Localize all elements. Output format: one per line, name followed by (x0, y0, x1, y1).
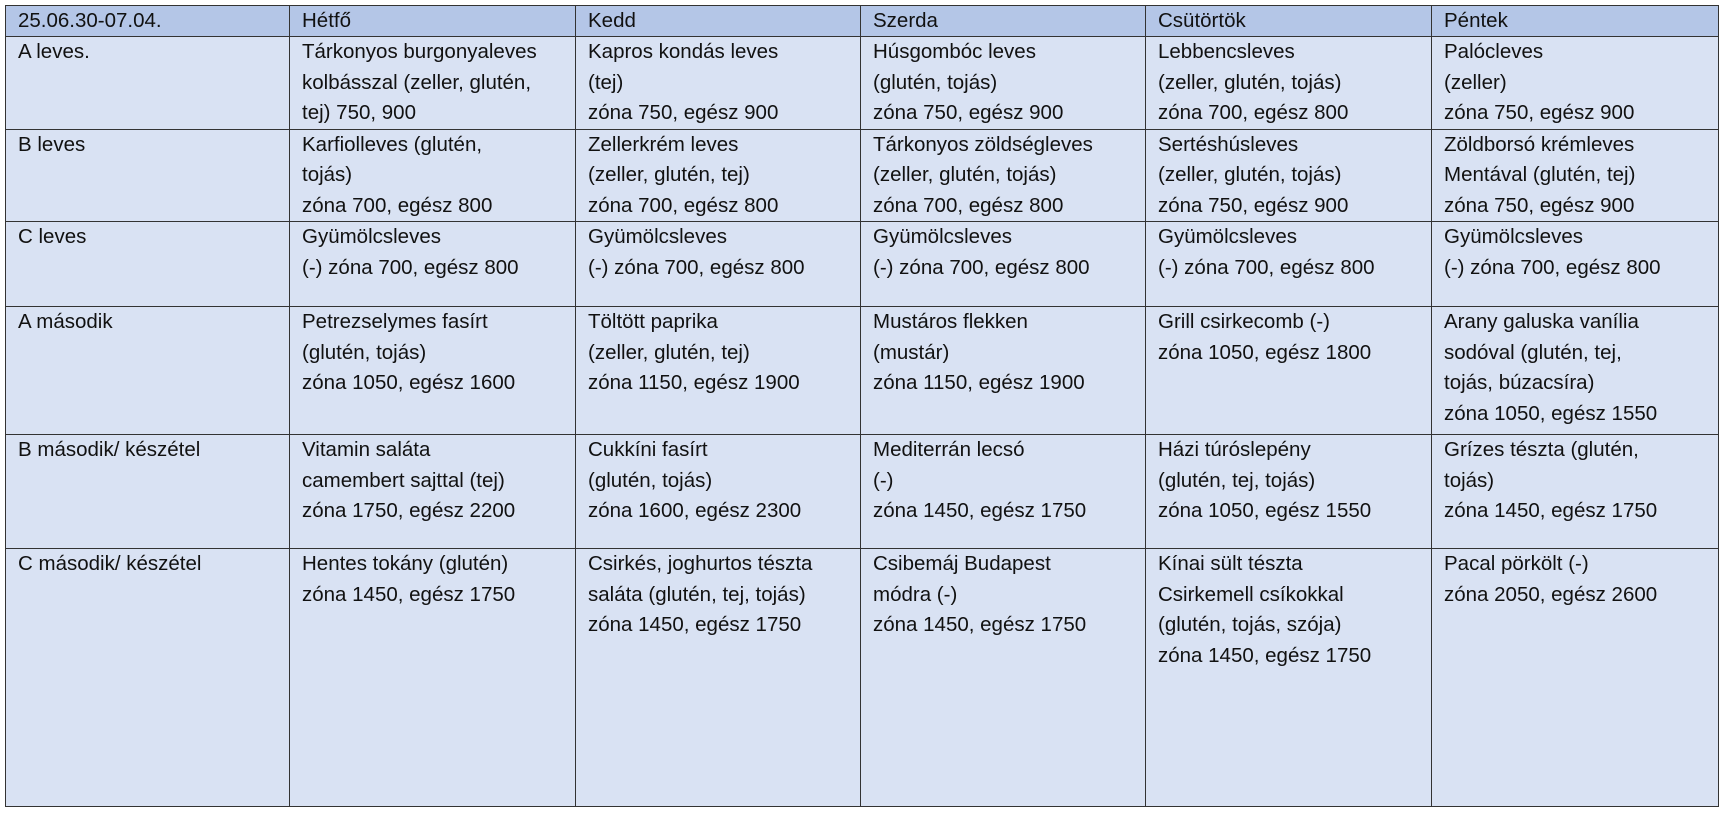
cell-line: zóna 1150, egész 1900 (873, 371, 1085, 394)
cell-line: Töltött paprika (588, 310, 718, 333)
cell-line: (zeller, glutén, tej) (588, 340, 750, 364)
cell-line: (zeller, glutén, tej) (588, 163, 750, 186)
cell-line: Gyümölcsleves (1444, 225, 1583, 248)
cell-line: Zellerkrém leves (588, 132, 739, 156)
cell-line: zóna 750, egész 900 (1444, 101, 1635, 124)
cell-line: zóna 750, egész 900 (873, 101, 1064, 124)
table-row (6, 129, 1719, 222)
header-pentek: Péntek (1432, 6, 1719, 37)
cell-line: Csirkés, joghurtos tészta (588, 552, 813, 575)
row-label (6, 129, 290, 222)
cell-line: Mentával (glutén, tej) (1444, 163, 1636, 186)
menu-cell (861, 549, 1146, 807)
cell-line: sodóval (glutén, tej, (1444, 340, 1622, 364)
row-label-text: A második (18, 310, 113, 333)
row-label-text: B leves (18, 132, 86, 156)
cell-line: (glutén, tojás) (302, 340, 427, 364)
menu-cell (1146, 129, 1432, 222)
cell-line: zóna 1750, egész 2200 (302, 499, 516, 522)
menu-cell (1146, 549, 1432, 807)
cell-line: (zeller, glutén, tojás) (873, 163, 1057, 186)
cell-line: Csirkemell csíkokkal (1158, 582, 1344, 606)
cell-line: (-) zóna 700, egész 800 (302, 255, 519, 279)
cell-line: (glutén, tej, tojás) (1158, 468, 1316, 492)
cell-line: Gyümölcsleves (588, 225, 727, 248)
header-date-range: 25.06.30-07.04. (6, 6, 290, 37)
cell-line: zóna 750, egész 900 (588, 101, 779, 124)
cell-line: (-) zóna 700, egész 800 (1444, 255, 1661, 279)
menu-cell (290, 307, 576, 435)
cell-line: Lebbencsleves (1158, 40, 1295, 63)
row-label (6, 222, 290, 307)
cell-line: (-) zóna 700, egész 800 (1158, 255, 1375, 279)
cell-line: Gyümölcsleves (1158, 225, 1297, 248)
cell-line: zóna 1050, egész 1600 (302, 371, 516, 394)
row-label (6, 549, 290, 807)
cell-line: Palócleves (1444, 40, 1544, 63)
table-row (6, 435, 1719, 549)
row-label-text: C leves (18, 225, 87, 248)
menu-cell (290, 37, 576, 130)
menu-cell (1432, 549, 1719, 807)
cell-line: Petrezselymes fasírt (302, 310, 488, 333)
cell-line: tojás) (302, 163, 353, 186)
cell-line: Tárkonyos burgonyaleves (302, 40, 537, 63)
menu-cell (576, 435, 861, 549)
cell-line: Pacal pörkölt (-) (1444, 552, 1589, 575)
cell-line: zóna 1050, egész 1550 (1444, 401, 1658, 425)
cell-line: Arany galuska vanília (1444, 310, 1639, 333)
cell-line: zóna 1450, egész 1750 (873, 499, 1087, 522)
cell-line: zóna 1450, egész 1750 (588, 613, 802, 636)
menu-cell (1432, 435, 1719, 549)
row-label (6, 435, 290, 549)
row-label (6, 37, 290, 130)
cell-line: Zöldborsó krémleves (1444, 132, 1635, 156)
cell-line: Kínai sült tészta (1158, 552, 1303, 575)
cell-line: (zeller) (1444, 70, 1507, 94)
menu-cell (1146, 435, 1432, 549)
cell-line: Vitamin saláta (302, 438, 431, 461)
cell-line: (tej) (588, 70, 624, 94)
menu-cell (861, 307, 1146, 435)
menu-cell (290, 549, 576, 807)
header-szerda: Szerda (861, 6, 1146, 37)
cell-line: Karfiolleves (glutén, (302, 132, 483, 156)
cell-line: camembert sajttal (tej) (302, 468, 505, 492)
cell-line: zóna 700, egész 800 (1158, 101, 1349, 124)
cell-line: zóna 1450, egész 1750 (1158, 643, 1372, 667)
menu-cell (861, 435, 1146, 549)
menu-cell (1432, 37, 1719, 130)
menu-cell (290, 435, 576, 549)
row-label-text: A leves. (18, 40, 90, 63)
menu-cell (1146, 307, 1432, 435)
menu-cell (290, 129, 576, 222)
cell-line: zóna 1450, egész 1750 (1444, 499, 1658, 522)
cell-line: Húsgombóc leves (873, 40, 1036, 63)
cell-line: Gyümölcsleves (302, 225, 441, 248)
cell-line: Kapros kondás leves (588, 40, 779, 63)
cell-line: Cukkíni fasírt (588, 438, 708, 461)
table-row (6, 549, 1719, 807)
menu-cell (861, 222, 1146, 307)
table-row (6, 222, 1719, 307)
header-kedd: Kedd (576, 6, 861, 37)
menu-cell (576, 129, 861, 222)
cell-line: saláta (glutén, tej, tojás) (588, 582, 806, 606)
menu-cell (290, 222, 576, 307)
cell-line: Sertéshúsleves (1158, 132, 1299, 156)
cell-line: (-) (873, 468, 894, 492)
cell-line: (glutén, tojás) (588, 468, 713, 492)
cell-line: zóna 2050, egész 2600 (1444, 582, 1658, 606)
cell-line: Mediterrán lecsó (873, 438, 1025, 461)
menu-cell (1146, 37, 1432, 130)
menu-cell (1432, 129, 1719, 222)
cell-line: zóna 1050, egész 1550 (1158, 499, 1372, 522)
cell-line: (glutén, tojás) (873, 70, 998, 94)
cell-line: tej) 750, 900 (302, 101, 416, 124)
cell-line: zóna 750, egész 900 (1158, 193, 1349, 217)
cell-line: (-) zóna 700, egész 800 (873, 255, 1090, 279)
cell-line: zóna 1050, egész 1800 (1158, 340, 1372, 364)
cell-line: Csibemáj Budapest (873, 552, 1051, 575)
cell-line: zóna 700, egész 800 (873, 193, 1064, 217)
cell-line: Mustáros flekken (873, 310, 1028, 333)
row-label-text: B második/ készétel (18, 438, 201, 461)
cell-line: Házi túróslepény (1158, 438, 1311, 461)
cell-line: Grízes tészta (glutén, (1444, 438, 1639, 461)
header-row (6, 6, 1719, 37)
cell-line: zóna 1150, egész 1900 (588, 371, 800, 394)
menu-cell (576, 307, 861, 435)
cell-line: (-) zóna 700, egész 800 (588, 255, 805, 279)
cell-line: Tárkonyos zöldségleves (873, 132, 1093, 156)
cell-line: Grill csirkecomb (-) (1158, 310, 1330, 333)
cell-line: (zeller, glutén, tojás) (1158, 163, 1342, 186)
weekly-menu-table (5, 5, 1719, 807)
table-row (6, 307, 1719, 435)
cell-line: (mustár) (873, 340, 950, 364)
row-label-text: C második/ készétel (18, 552, 202, 575)
cell-line: (glutén, tojás, szója) (1158, 613, 1342, 636)
menu-cell (576, 549, 861, 807)
menu-cell (576, 37, 861, 130)
cell-line: tojás, búzacsíra) (1444, 371, 1595, 394)
cell-line: kolbásszal (zeller, glutén, (302, 70, 532, 94)
cell-line: zóna 1600, egész 2300 (588, 499, 802, 522)
menu-cell (576, 222, 861, 307)
cell-line: zóna 1450, egész 1750 (302, 582, 516, 606)
row-label (6, 307, 290, 435)
header-csutortok: Csütörtök (1146, 6, 1432, 37)
header-hetfo: Hétfő (290, 6, 576, 37)
cell-line: zóna 700, egész 800 (302, 193, 493, 217)
cell-line: módra (-) (873, 582, 958, 606)
menu-cell (861, 37, 1146, 130)
table-row (6, 37, 1719, 130)
cell-line: zóna 750, egész 900 (1444, 193, 1635, 217)
menu-cell (1146, 222, 1432, 307)
cell-line: (zeller, glutén, tojás) (1158, 70, 1342, 94)
cell-line: tojás) (1444, 468, 1495, 492)
cell-line: Gyümölcsleves (873, 225, 1012, 248)
cell-line: zóna 1450, egész 1750 (873, 613, 1087, 636)
menu-cell (1432, 307, 1719, 435)
cell-line: zóna 700, egész 800 (588, 193, 779, 217)
menu-cell (861, 129, 1146, 222)
menu-cell (1432, 222, 1719, 307)
cell-line: Hentes tokány (glutén) (302, 552, 509, 575)
